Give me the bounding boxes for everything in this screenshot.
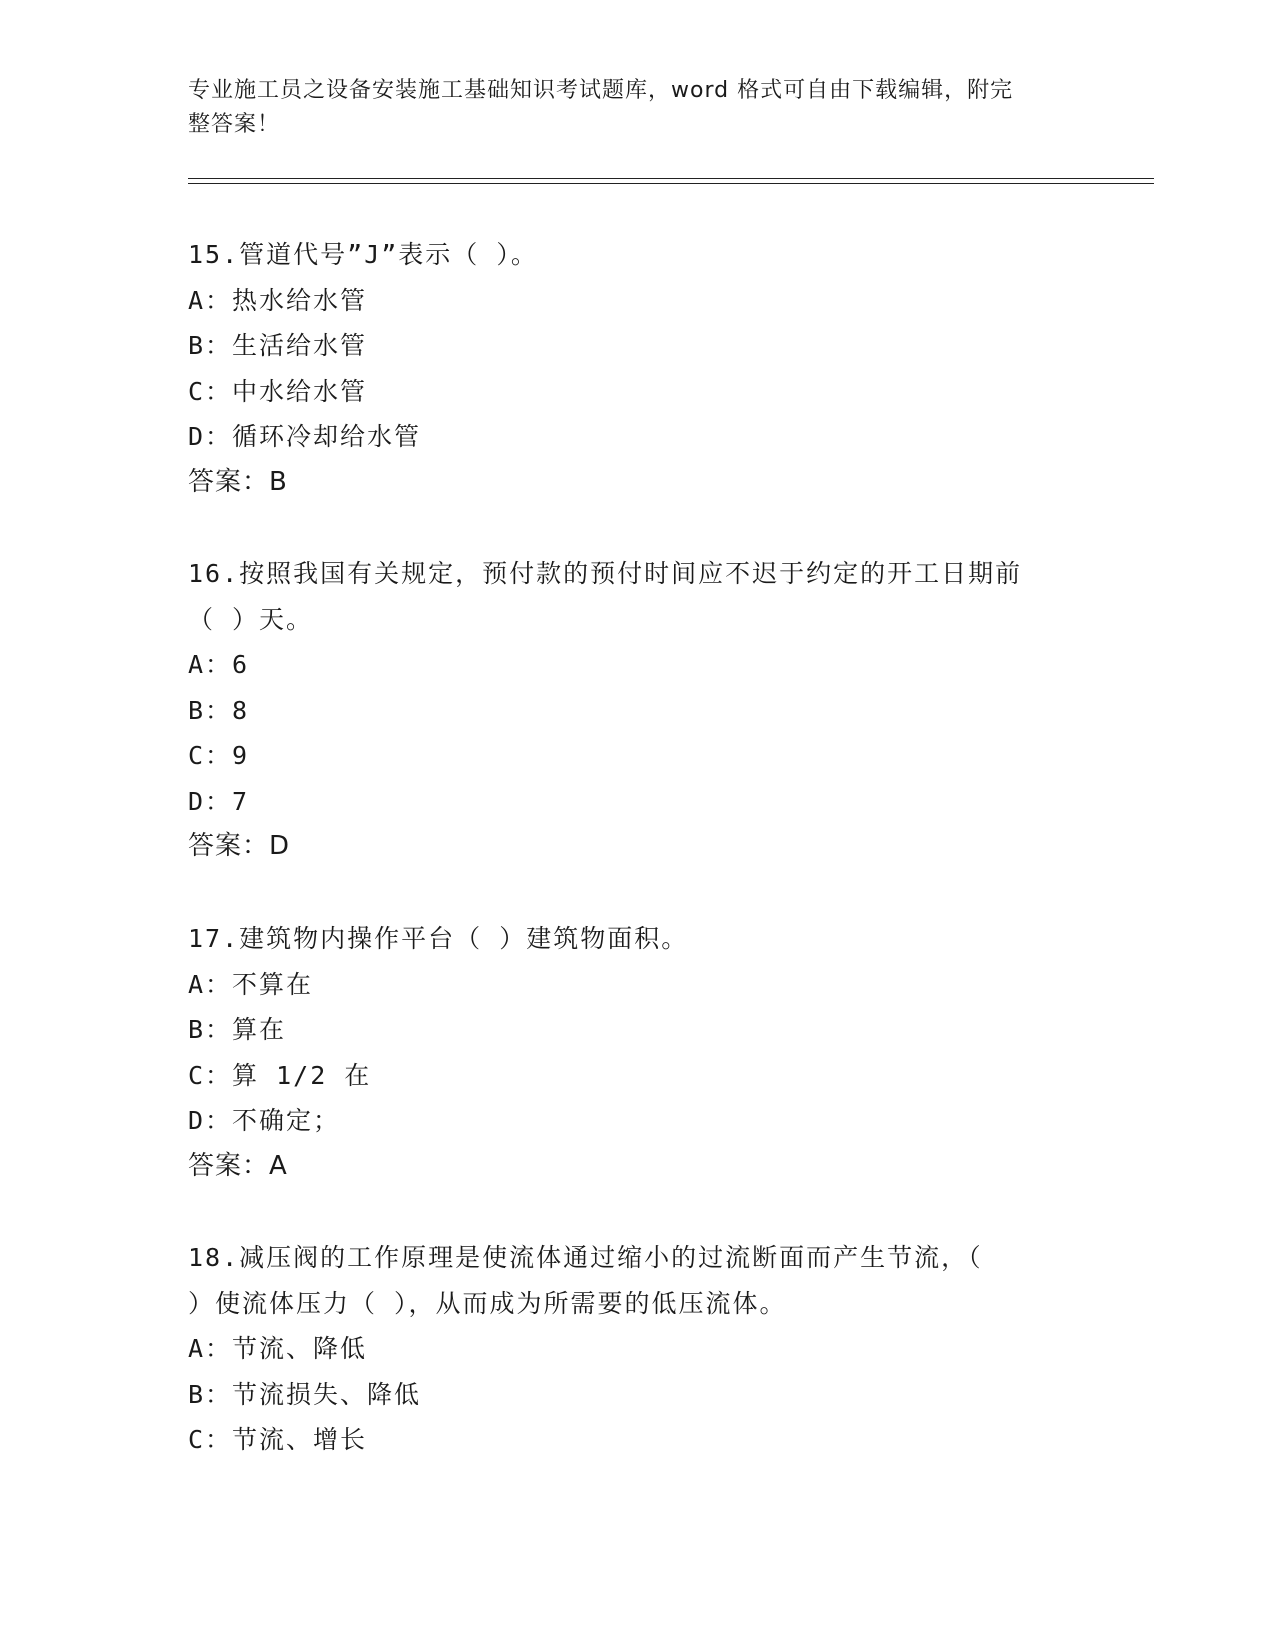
option-a: A：不算在 [188,969,314,999]
option-c: C：节流、增长 [188,1425,368,1454]
option-d: D：循环冷却给水管 [188,422,422,451]
answer: 答案：B [188,466,288,497]
option-d: D：不确定； [188,1106,341,1135]
question-stem: 17.建筑物内操作平台（ ）建筑物面积。 [188,924,689,953]
question-stem: 15.管道代号”J”表示（ ）。 [188,240,538,269]
option-a: A：热水给水管 [188,285,368,315]
question-15 [188,232,1088,505]
option-b: B：生活给水管 [188,331,368,360]
option-a: A：节流、降低 [188,1334,368,1363]
header-line-1: 专业施工员之设备安装施工基础知识考试题库，word 格式可自由下载编辑，附完 [188,78,1014,103]
option-d: D：7 [188,786,250,816]
question-stem: 16.按照我国有关规定，预付款的预付时间应不迟于约定的开工日期前 [188,559,1023,588]
option-b: B：8 [188,695,250,725]
answer: 答案：D [188,831,291,861]
question-stem: 18.减压阀的工作原理是使流体通过缩小的过流断面而产生节流，（ [188,1243,983,1272]
header-line-2: 整答案！ [188,112,281,137]
header-divider-bottom [188,183,1154,184]
option-b: B：节流损失、降低 [188,1379,422,1409]
question-stem-continued: （ ）天。 [188,604,314,634]
option-c: C：中水给水管 [188,376,368,406]
option-c: C：9 [188,741,250,770]
question-18 [188,1235,1088,1463]
document-header [188,74,1068,142]
question-16 [188,551,1088,870]
option-b: B：算在 [188,1015,287,1044]
question-17 [188,916,1088,1189]
option-a: A：6 [188,650,250,679]
answer: 答案：A [188,1150,288,1181]
question-stem-continued: ）使流体压力（ ），从而成为所需要的低压流体。 [188,1288,787,1318]
header-divider-top [188,178,1154,179]
option-c: C：算 1/2 在 [188,1060,372,1090]
